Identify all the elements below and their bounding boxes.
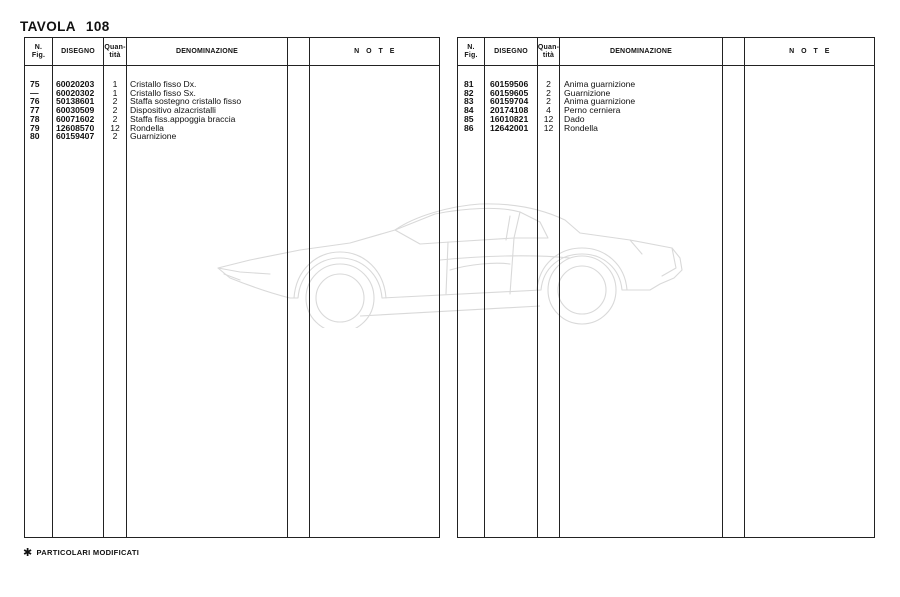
parts-table-left: [24, 37, 440, 538]
row-fig: 79: [30, 122, 40, 133]
row-fig: 75: [30, 79, 40, 89]
row-fig: 78: [30, 113, 40, 124]
row-quantity: 2: [112, 96, 118, 107]
row-disegno: 16010821: [490, 113, 529, 124]
row-denominazione: Staffa fiss.appoggia braccia: [130, 113, 236, 124]
row-quantity: 2: [546, 87, 551, 98]
row-quantity: 2: [112, 113, 118, 124]
row-fig: 80: [30, 131, 40, 142]
row-disegno: 50138601: [56, 96, 95, 107]
row-disegno: 60159407: [56, 131, 95, 142]
row-fig: 81: [464, 79, 474, 89]
row-disegno: 60020302: [56, 87, 95, 98]
row-quantity: 4: [546, 105, 551, 116]
row-fig: 76: [30, 96, 40, 107]
row-disegno: 20174108: [490, 105, 529, 116]
row-denominazione: Cristallo fisso Sx.: [130, 87, 196, 98]
row-quantity: 12: [110, 122, 120, 133]
header-denominazione: DENOMINAZIONE: [175, 47, 239, 55]
header-denominazione: DENOMINAZIONE: [609, 47, 673, 55]
table-row: [25, 132, 439, 141]
row-disegno: 60020203: [56, 79, 95, 89]
row-disegno: 60030509: [56, 105, 95, 116]
row-fig: 84: [464, 105, 474, 116]
header-disegno: DISEGNO: [61, 47, 95, 55]
footnote: [23, 546, 139, 559]
row-denominazione: Rondella: [130, 122, 164, 133]
row-disegno: 60159506: [490, 79, 529, 89]
page-title-label: TAVOLA: [20, 19, 76, 34]
header-divider: [458, 65, 874, 66]
row-disegno: 60159605: [490, 87, 529, 98]
header-disegno: DISEGNO: [494, 47, 528, 55]
row-quantity: 1: [112, 87, 118, 98]
row-denominazione: Guarnizione: [564, 87, 611, 98]
row-fig: —: [30, 87, 39, 98]
row-quantity: 2: [112, 105, 118, 116]
row-quantity: 1: [112, 79, 118, 89]
header-note: N O T E: [789, 47, 832, 55]
row-fig: 82: [464, 87, 474, 98]
page-title-number: 108: [85, 19, 110, 34]
header-fig: [458, 38, 484, 65]
header-note: N O T E: [354, 47, 397, 55]
header-fig-line1: N.: [34, 43, 43, 51]
asterisk-icon: ✱: [23, 547, 33, 559]
row-fig: 83: [464, 96, 474, 107]
table-row: [458, 124, 874, 133]
header-quantity: [538, 38, 559, 65]
header-qty-line1: Quan-: [537, 43, 560, 51]
header-qty-line2: tità: [542, 51, 555, 59]
row-quantity: 12: [543, 122, 554, 133]
row-quantity: 12: [543, 113, 554, 124]
row-fig: 85: [464, 113, 474, 124]
row-denominazione: Dado: [564, 113, 585, 124]
row-denominazione: Staffa sostegno cristallo fisso: [130, 96, 242, 107]
header-quantity: [104, 38, 126, 65]
row-quantity: 2: [112, 131, 118, 142]
header-qty-line1: Quan-: [104, 43, 126, 51]
row-denominazione: Cristallo fisso Dx.: [130, 79, 197, 89]
row-disegno: 12608570: [56, 122, 95, 133]
row-fig: 86: [464, 122, 474, 133]
row-quantity: 2: [546, 96, 551, 107]
row-fig: 77: [30, 105, 40, 116]
footnote-text: PARTICOLARI MODIFICATI: [36, 548, 140, 557]
page-title: [20, 19, 110, 34]
row-denominazione: Perno cerniera: [564, 105, 621, 116]
row-quantity: 2: [546, 79, 551, 89]
header-qty-line2: tità: [109, 51, 121, 59]
header-fig-line1: N.: [467, 43, 475, 51]
row-denominazione: Guarnizione: [130, 131, 177, 142]
row-disegno: 12642001: [490, 122, 529, 133]
header-fig-line2: Fig.: [31, 51, 46, 59]
row-denominazione: Anima guarnizione: [564, 79, 636, 89]
row-denominazione: Anima guarnizione: [564, 96, 636, 107]
row-denominazione: Rondella: [564, 122, 598, 133]
row-disegno: 60071602: [56, 113, 95, 124]
row-disegno: 60159704: [490, 96, 529, 107]
header-fig-line2: Fig.: [464, 51, 478, 59]
header-fig: [25, 38, 52, 65]
parts-table-right: [457, 37, 875, 538]
header-divider: [25, 65, 439, 66]
row-denominazione: Dispositivo alzacristalli: [130, 105, 216, 116]
